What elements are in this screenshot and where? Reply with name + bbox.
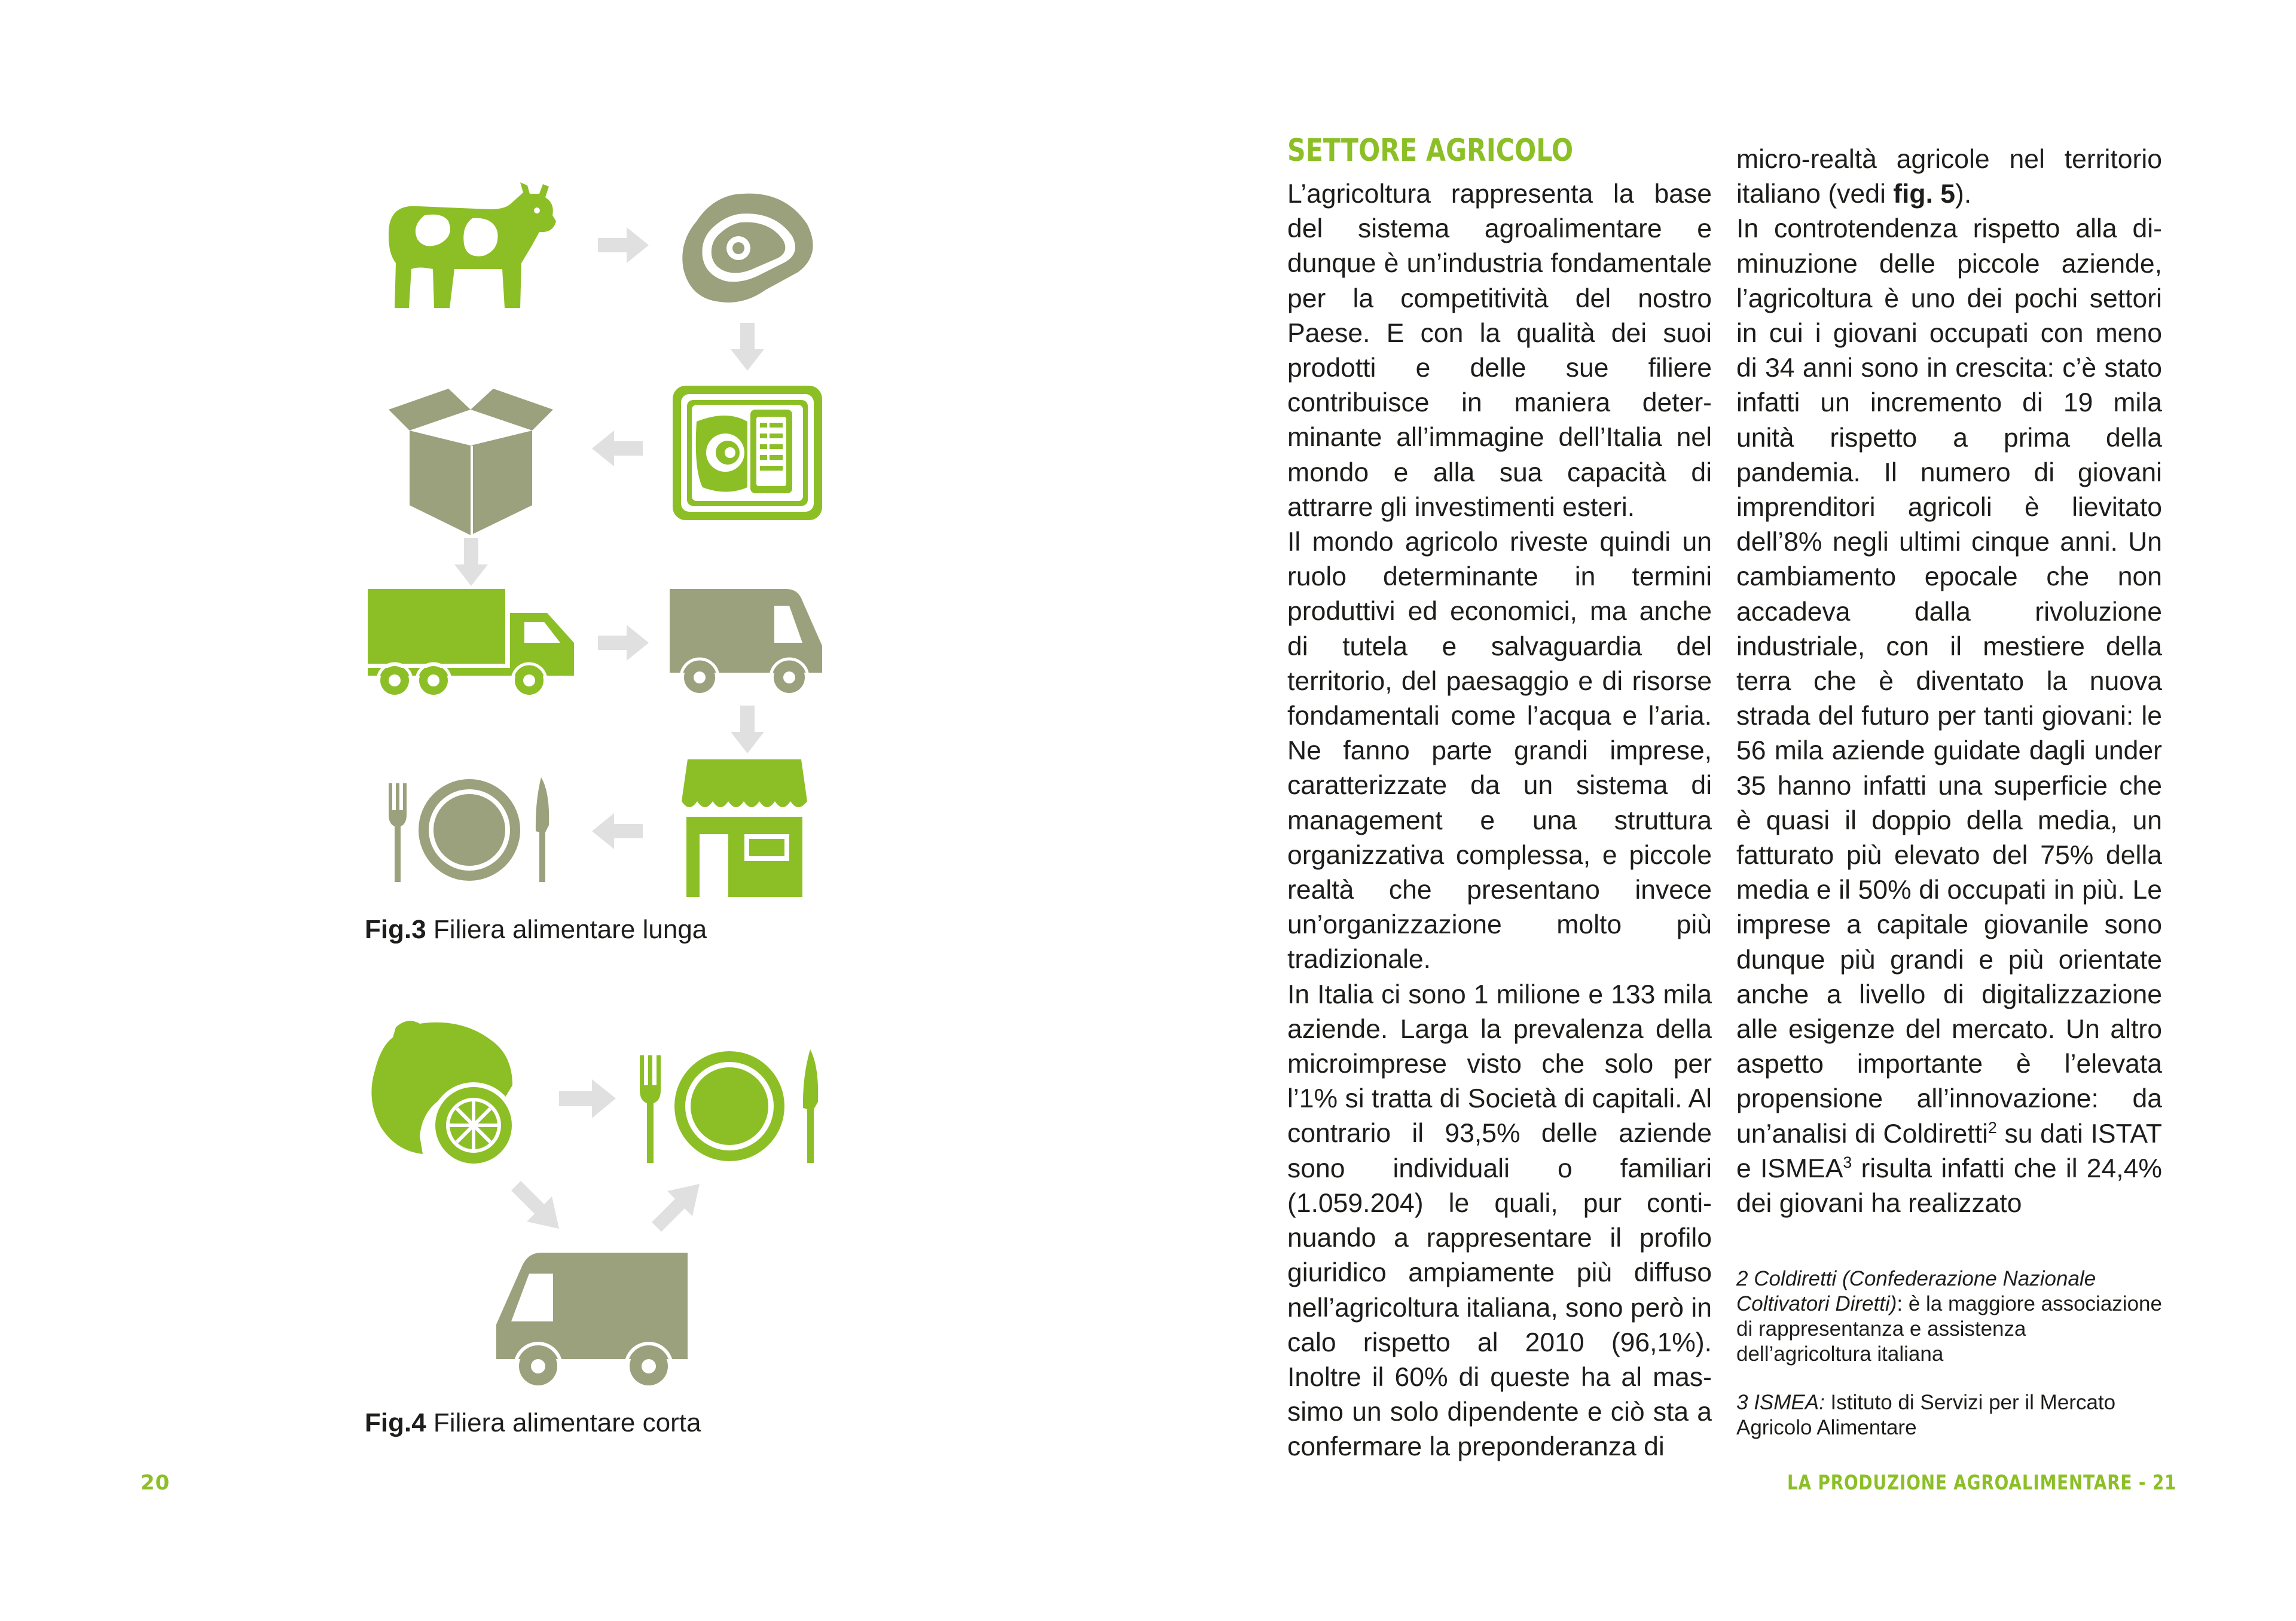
- paragraph: Il mondo agricolo riveste quindi un ruolo determinante in termini produttivi ed economici, ma anche di tutela e salvaguardia del territorio, del paesaggio e di risorse fondamentali come l’acqua e l’aria. Ne fanno parte grandi imprese, caratterizzate da un sistema di management e una struttura organizzativa complessa, e piccole realtà che presentano invece un’organizzazione molto più tradizionale.: [1287, 527, 1712, 975]
- section-heading: SETTORE AGRICOLO: [1287, 133, 1574, 169]
- box-icon: [389, 386, 553, 535]
- figure-label: Fig.4: [365, 1408, 426, 1437]
- plate-cutlery-icon: [640, 1049, 819, 1163]
- steak-icon: [679, 191, 816, 311]
- footnote-3: [1736, 1390, 2162, 1440]
- arrow-right-icon: [559, 1079, 616, 1118]
- shop-icon: [682, 759, 807, 897]
- figure-3-caption: [365, 915, 707, 945]
- paragraph-text: ).: [1955, 179, 1972, 209]
- page-number-right: LA PRODUZIONE AGROALIMENTARE - 21: [1787, 1471, 2176, 1495]
- paragraph: [1736, 212, 2162, 1221]
- packaged-meat-icon: [673, 386, 822, 520]
- footnote-2: [1736, 1266, 2162, 1367]
- footnote-text: : è la maggiore associazione di rappresentanza e assistenza dell’agricoltura italiana: [1736, 1292, 2162, 1366]
- figure-4-caption: [365, 1408, 701, 1438]
- figure-reference-link[interactable]: fig. 5: [1893, 179, 1956, 209]
- arrow-down-right-icon: [511, 1181, 565, 1235]
- paragraph: In Italia ci sono 1 milione e 133 mila aziende. Larga la prevalenza della microimprese visto che solo per l’1% si tratta di Società di capitali. Al contrario il 93,5% delle aziende sono individuali o familiari (1.059.204) le quali, pur continuando a rappresentare il profilo giuridico ampiamente più diffuso nell’agricoltura italiana, sono però in calo rispetto al 2010 (96,1%). Inoltre il 60% di queste ha al massimo un solo dipendente e ciò sta a confermare la preponderanza di: [1287, 979, 1712, 1462]
- van-icon: [670, 589, 822, 697]
- footnote-term: 3 ISMEA:: [1736, 1391, 1825, 1414]
- arrow-down-icon: [731, 323, 764, 371]
- footnote-ref-3[interactable]: 3: [1843, 1153, 1852, 1172]
- arrow-down-icon: [731, 706, 764, 753]
- lemon-icon: [366, 1016, 536, 1166]
- text-column-2: [1736, 142, 2162, 1221]
- arrow-up-right-icon: [652, 1178, 706, 1232]
- footnote-ref-2[interactable]: 2: [1988, 1118, 1997, 1137]
- page-number-left: 20: [141, 1471, 170, 1495]
- paragraph-text: risulta infatti che il 24,4% dei giovani ha realizzato: [1736, 1153, 2162, 1219]
- arrow-left-icon: [592, 431, 643, 466]
- paragraph: L’agricoltura rappresenta la base del sistema agroalimentare e dunque è un’industria fondamentale per la competitività del nostro Paese. E con la qualità dei suoi prodotti e delle sue filiere contribuisce in maniera determinante all’immagine dell’Italia nel mondo e alla sua capacità di attrarre gli investimenti esteri.: [1287, 179, 1712, 522]
- paragraph-text: su dati ISTAT e ISMEA: [1736, 1119, 2162, 1183]
- cow-icon: [383, 179, 556, 314]
- figure-label: Fig.3: [365, 915, 426, 944]
- footnote-text: Istituto di Servizi per il Mercato Agricolo Alimentare: [1736, 1391, 2116, 1439]
- truck-icon: [368, 589, 574, 697]
- paragraph-text: micro-realtà agricole nel territorio italiano (vedi: [1736, 145, 2162, 209]
- paragraph-text: In controtendenza rispetto alla diminuzione delle piccole aziende, l’agricoltura è uno dei pochi settori in cui i giovani occupati con meno di 34 anni sono in crescita: c’è stato infatti un incremento di 19 mila unità rispetto a prima della pandemia. Il numero di giovani imprenditori agricoli è lievitato dell’8% negli ultimi cinque anni. Un cambiamento epocale che non accadeva dalla rivoluzione industriale, con il mestiere della terra che è diventato la nuova strada del futuro per tanti giovani: le 56 mila aziende guidate dagli under 35 hanno infatti una superficie che è quasi il doppio della media, un fatturato più elevato del 75% della media e il 50% di occupati in più. Le imprese a capitale giovanile sono dunque più grandi e più orientate anche a livello di digitalizzazione alle esigenze del mercato. Un altro aspetto importante è l’elevata propensione all’innovazione: da un’analisi di Coldiretti: [1736, 214, 2162, 1149]
- arrow-down-icon: [454, 538, 488, 586]
- figure-caption-text: Filiera alimentare lunga: [433, 915, 707, 944]
- footnote-term: 2 Coldiretti (Confederazione Nazionale Coltivatori Diretti): [1736, 1267, 2096, 1315]
- paragraph: [1736, 142, 2162, 212]
- arrow-right-icon: [598, 625, 649, 661]
- arrow-left-icon: [592, 813, 643, 849]
- van-icon: [496, 1253, 688, 1390]
- text-column-1: [1287, 177, 1712, 1465]
- figure-caption-text: Filiera alimentare corta: [433, 1408, 701, 1437]
- arrow-right-icon: [598, 227, 649, 263]
- plate-cutlery-icon: [389, 777, 550, 882]
